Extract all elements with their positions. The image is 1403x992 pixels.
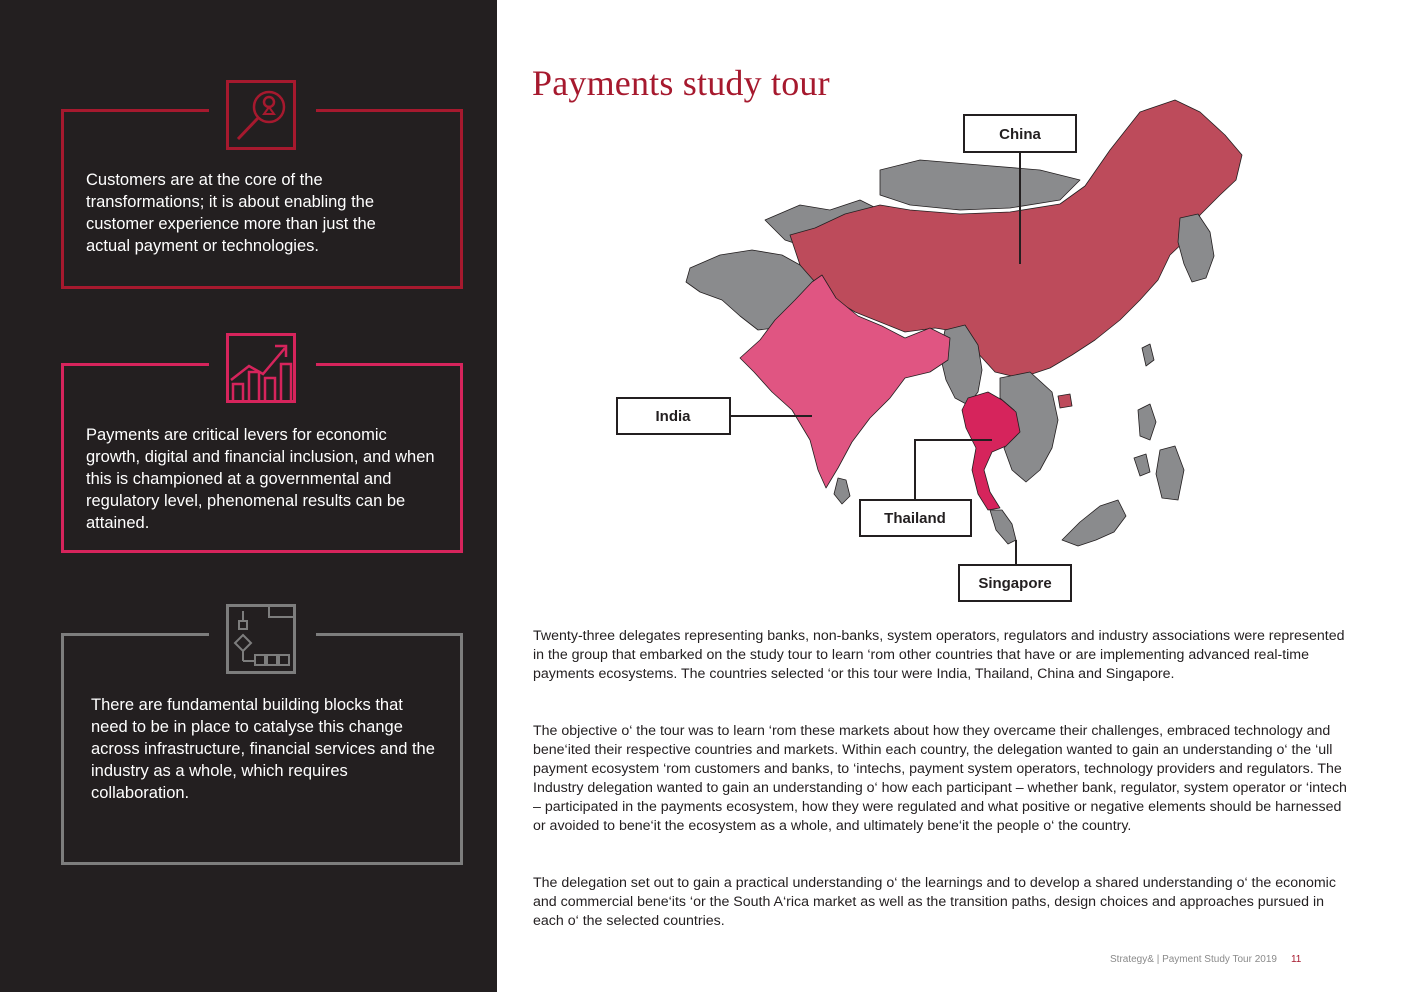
map-region-philippines (1134, 404, 1184, 500)
singapore-label (959, 565, 1071, 601)
map-region-hainan (1058, 394, 1072, 408)
india-label (617, 398, 730, 434)
customer-search-icon (226, 80, 296, 150)
building-blocks-icon (226, 604, 296, 674)
growth-chart-icon (226, 333, 296, 403)
svg-text:China: China (999, 126, 1041, 143)
page-number: 11 (1290, 954, 1302, 965)
map-region-sri-lanka (834, 478, 850, 504)
svg-text:India: India (655, 408, 691, 425)
china-label (964, 115, 1076, 152)
svg-text:Thailand: Thailand (884, 510, 946, 527)
page-title: Payments study tour (532, 63, 830, 103)
svg-text:Singapore: Singapore (978, 575, 1052, 592)
body-paragraph: The objective o‘ the tour was to learn ‘rom these markets about how they overcame their challenges, embraced technology and bene‘ited their respective countries and markets. Within each country, the delegation wanted to gain an understanding o‘ the ‘ull payment ecosystem ‘rom customers and banks, to ‘intechs, payment system operators, technology providers and regulators. The Industry delegation wanted to gain an understanding o‘ how each participant – whether bank, regulator, system operator or ‘intech – participated in the payments ecosystem, how they were regulated and what positive or negative elements should be harnessed or avoided to bene‘it the ecosystem as a whole, and ultimately bene‘it the people o‘ the country. (533, 723, 1347, 834)
map-region-mongolia (880, 160, 1080, 210)
page-footer (1110, 954, 1301, 965)
footer-brand: Strategy& | Payment Study Tour 2019 (1110, 954, 1277, 965)
thailand-label (860, 500, 971, 536)
body-paragraph: The delegation set out to gain a practical understanding o‘ the learnings and to develop a shared understanding o‘ the economic and commercial bene‘its ‘or the South A‘rica market as well as the transition paths, design choices and approaches pursued in each o‘ the selected countries. (533, 875, 1336, 929)
sidebar (0, 0, 497, 992)
insight-text: Payments are critical levers for economic growth, digital and financial inclusion, and when this is championed at a governmental and regulatory level, phenomenal results can be attained. (86, 426, 435, 532)
map-region-malaysia (990, 510, 1016, 544)
asia-map (600, 92, 1280, 612)
body-paragraph: Twenty-three delegates representing banks, non-banks, system operators, regulators and industry associations were represented in the group that embarked on the study tour to learn ‘rom other countries that have or are implementing advanced real-time payments ecosystems. The countries selected ‘or this tour were India, Thailand, China and Singapore. (533, 628, 1345, 682)
map-region-borneo (1062, 500, 1126, 546)
map-region-korea (1178, 214, 1214, 282)
map-region-taiwan (1142, 344, 1154, 366)
insight-text: There are fundamental building blocks that need to be in place to catalyse this change across infrastructure, financial services and the industry as a whole, which requires collaboration. (91, 696, 435, 802)
insight-text: Customers are at the core of the transformations; it is about enabling the customer experience more than just the actual payment or technologies. (86, 171, 376, 255)
